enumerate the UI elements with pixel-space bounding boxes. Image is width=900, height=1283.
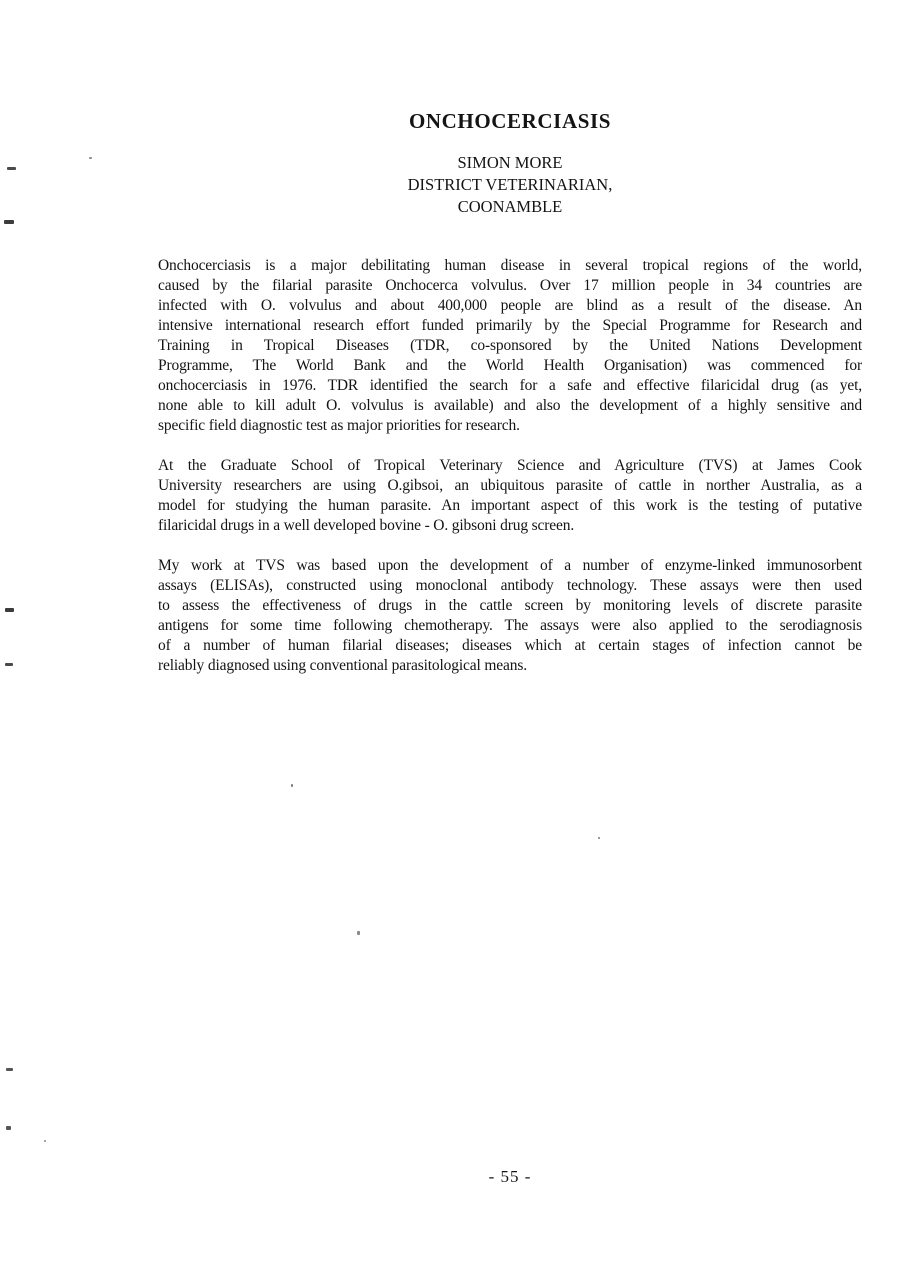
scan-speck (6, 1068, 13, 1071)
scan-speck (291, 784, 293, 787)
document-line: assays (ELISAs), constructed using monoclonal antibody technology. These assays were then used (158, 577, 862, 594)
document-line: to assess the effectiveness of drugs in the cattle screen by monitoring levels of discrete parasite (158, 597, 862, 614)
document-body (158, 256, 862, 696)
document-line: reliably diagnosed using conventional parasitological means. (158, 657, 527, 674)
document-line: My work at TVS was based upon the development of a number of enzyme-linked immunosorbent (158, 557, 862, 574)
scan-speck (357, 931, 360, 935)
byline (158, 152, 862, 218)
document-line: intensive international research effort funded primarily by the Special Programme for Research and (158, 317, 862, 334)
document-line: Training in Tropical Diseases (TDR, co-sponsored by the United Nations Development (158, 337, 862, 354)
scan-speck (44, 1140, 46, 1142)
scan-speck (4, 220, 14, 224)
document-line: Programme, The World Bank and the World Health Organisation) was commenced for (158, 357, 862, 374)
document-line: filaricidal drugs in a well developed bovine - O. gibsoni drug screen. (158, 517, 575, 534)
document-line: University researchers are using O.gibsoi, an ubiquitous parasite of cattle in norther Australia, as a (158, 477, 862, 494)
author-name: SIMON MORE (457, 153, 563, 172)
document-line: onchocerciasis in 1976. TDR identified the search for a safe and effective filaricidal drug (as yet, (158, 377, 862, 394)
author-role: DISTRICT VETERINARIAN, (407, 175, 613, 194)
scan-speck (89, 157, 92, 159)
author-location: COONAMBLE (457, 197, 563, 216)
document-line: specific field diagnostic test as major priorities for research. (158, 417, 520, 434)
page-number: - 55 - (488, 1167, 532, 1186)
document-line: of a number of human filarial diseases; diseases which at certain stages of infection cannot be (158, 637, 862, 654)
scan-speck (5, 608, 14, 612)
scan-speck (5, 663, 13, 666)
paragraph-2 (158, 456, 862, 536)
page-title: ONCHOCERCIASIS (408, 109, 612, 133)
scan-speck (598, 837, 600, 839)
document-line: model for studying the human parasite. An important aspect of this work is the testing of putative (158, 497, 862, 514)
document-line: caused by the filarial parasite Onchocerca volvulus. Over 17 million people in 34 countries are (158, 277, 862, 294)
document-line: At the Graduate School of Tropical Veterinary Science and Agriculture (TVS) at James Cook (158, 457, 862, 474)
scan-speck (7, 167, 16, 170)
document-line: antigens for some time following chemotherapy. The assays were also applied to the serodiagnosis (158, 617, 862, 634)
document-line: none able to kill adult O. volvulus is available) and also the development of a highly sensitive and (158, 397, 862, 414)
document-line: Onchocerciasis is a major debilitating human disease in several tropical regions of the world, (158, 257, 862, 274)
scan-speck (6, 1126, 11, 1130)
paragraph-1 (158, 256, 862, 436)
paragraph-3 (158, 556, 862, 676)
document-line: infected with O. volvulus and about 400,000 people are blind as a result of the disease. An (158, 297, 862, 314)
